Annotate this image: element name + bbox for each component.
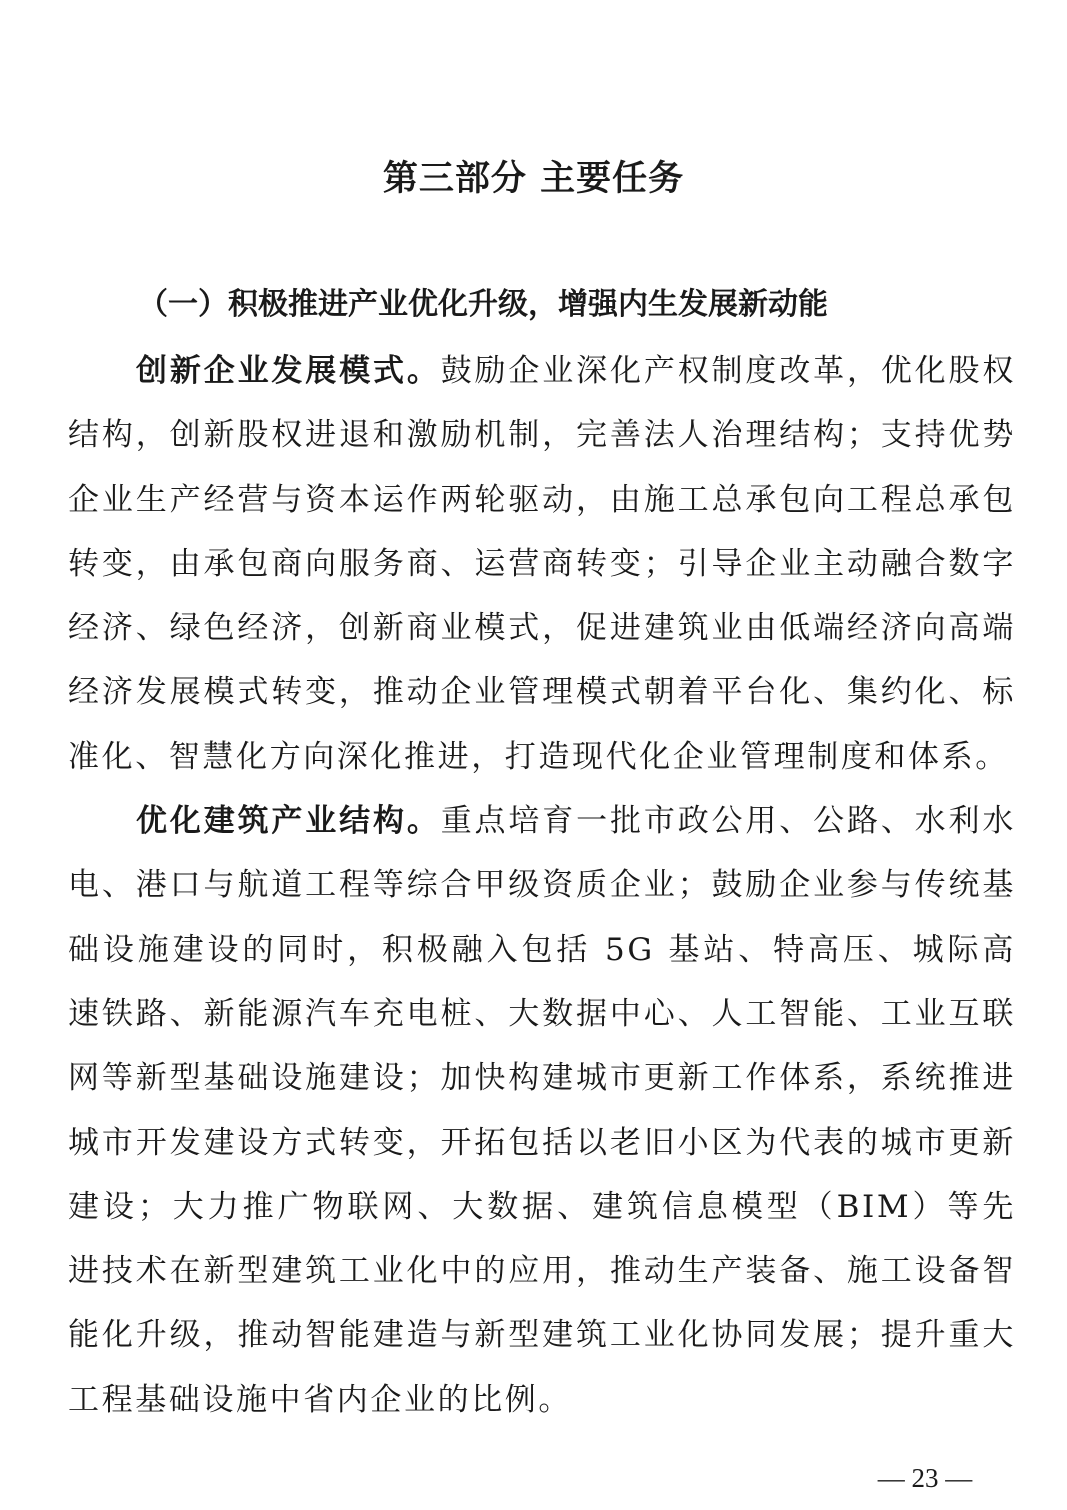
paragraph-text: 重点培育一批市政公用、公路、水利水电、港口与航道工程等综合甲级资质企业；鼓励企业参与传统基础设施建设的同时，积极融入包括 5G 基站、特高压、城际高速铁路、新能源汽车充电桩、大数据中心、人工智能、工业互联网等新型基础设施建设；加快构建城市更新工作体系，系统推进城市开发建设方式转变，开拓包括以老旧小区为代表的城市更新建设；大力推广物联网、大数据、建筑信息模型（BIM）等先进技术在新型建筑工业化中的应用，推动生产装备、施工设备智能化升级，推动智能建造与新型建筑工业化协同发展；提升重大工程基础设施中省内企业的比例。 [68,803,1016,1418]
document-body [68,339,1016,1432]
paragraph-innovate-enterprise-model [68,339,1016,789]
page-number: — 23 — [877,1463,973,1493]
paragraph-lead: 创新企业发展模式。 [136,353,441,389]
paragraph-optimize-industry-structure [68,789,1016,1432]
section-heading: （一）积极推进产业优化升级，增强内生发展新动能 [138,287,828,322]
page-title: 第三部分 主要任务 [382,159,685,199]
paragraph-lead: 优化建筑产业结构。 [136,803,441,840]
paragraph-text: 鼓励企业深化产权制度改革，优化股权结构，创新股权进退和激励机制，完善法人治理结构；支持优势企业生产经营与资本运作两轮驱动，由施工总承包向工程总承包转变，由承包商向服务商、运营商转变；引导企业主动融合数字经济、绿色经济，创新商业模式，促进建筑业由低端经济向高端经济发展模式转变，推动企业管理模式朝着平台化、集约化、标准化、智慧化方向深化推进，打造现代化企业管理制度和体系。 [68,353,1016,775]
